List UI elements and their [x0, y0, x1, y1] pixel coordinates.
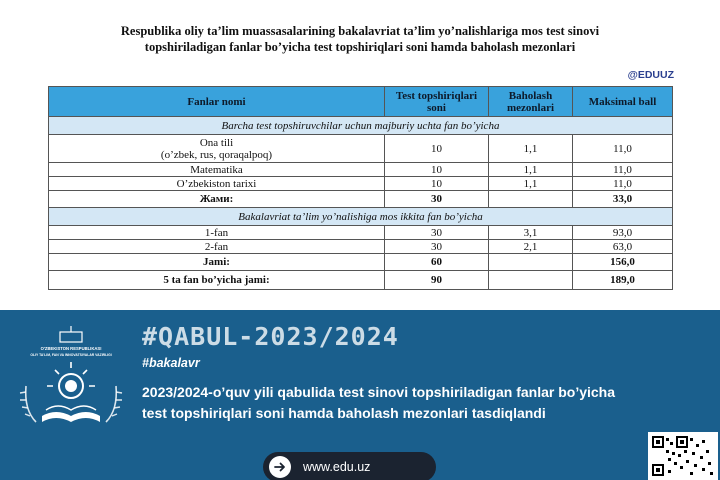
- test-count: 10: [385, 135, 489, 163]
- website-url: www.edu.uz: [303, 460, 371, 474]
- header-criteria: Baholash mezonlari: [489, 87, 573, 117]
- subtotal-max: 33,0: [573, 191, 673, 208]
- document-title: [60, 23, 660, 55]
- max-score: 11,0: [573, 135, 673, 163]
- subject-name: 2-fan: [49, 240, 385, 254]
- document-title-line2: topshiriladigan fanlar bo’yicha test topshiriqlari soni hamda baholash mezonlari: [144, 40, 576, 54]
- criteria-value: 2,1: [489, 240, 573, 254]
- subject-name: O’zbekiston tarixi: [49, 177, 385, 191]
- subtotal-label: Jami:: [49, 254, 385, 271]
- hashtag-main: #QABUL-2023/2024: [142, 322, 399, 351]
- ministry-logo-icon: [16, 324, 126, 434]
- subject-name-line2: (o’zbek, rus, qoraqalpoq): [160, 148, 273, 161]
- website-link[interactable]: [263, 452, 436, 480]
- subtotal-criteria: [489, 254, 573, 271]
- grand-total-label: 5 ta fan bo’yicha jami:: [49, 271, 385, 290]
- subtotal-label: Жами:: [49, 191, 385, 208]
- hashtag-sub: #bakalavr: [142, 356, 200, 370]
- table-header-row: [49, 87, 673, 117]
- subtotal-tests: 30: [385, 191, 489, 208]
- subtotal-row: [49, 254, 673, 271]
- table-row: [49, 163, 673, 177]
- promo-banner: [0, 310, 720, 480]
- test-count: 30: [385, 240, 489, 254]
- grand-total-row: [49, 271, 673, 290]
- table-row: [49, 226, 673, 240]
- test-count: 10: [385, 177, 489, 191]
- test-count: 10: [385, 163, 489, 177]
- brand-tag: @EDUUZ: [627, 69, 674, 81]
- grand-total-max: 189,0: [573, 271, 673, 290]
- qr-code-icon: [648, 432, 718, 480]
- header-subject: Fanlar nomi: [49, 87, 385, 117]
- svg-text:OLIY TA'LIM, FAN VA INNOVATSIY: OLIY TA'LIM, FAN VA INNOVATSIYALAR VAZIRLIGI: [30, 353, 112, 357]
- subtotal-tests: 60: [385, 254, 489, 271]
- subtotal-row: [49, 191, 673, 208]
- max-score: 63,0: [573, 240, 673, 254]
- announcement-text: 2023/2024-o’quv yili qabulida test sinovi topshiriladigan fanlar bo’yicha test topshiriqlari soni hamda baholash mezonlari tasdiqlandi: [142, 384, 616, 421]
- subject-name: [49, 135, 385, 163]
- grand-total-criteria: [489, 271, 573, 290]
- document-title-line1: Respublika oliy ta’lim muassasalarining bakalavriat ta’lim yo’nalishlariga mos test sinovi: [120, 24, 600, 38]
- header-test-count: Test topshiriqlari soni: [385, 87, 489, 117]
- subject-name-line1: Ona tili: [199, 136, 234, 149]
- criteria-value: 1,1: [489, 163, 573, 177]
- section-row: [49, 117, 673, 135]
- subject-name: Matematika: [49, 163, 385, 177]
- scores-table: [48, 86, 673, 290]
- table-row: [49, 240, 673, 254]
- criteria-value: 1,1: [489, 135, 573, 163]
- criteria-value: 3,1: [489, 226, 573, 240]
- table-row: [49, 177, 673, 191]
- header-max-score: Maksimal ball: [573, 87, 673, 117]
- subtotal-max: 156,0: [573, 254, 673, 271]
- section-row: [49, 208, 673, 226]
- section-title: Barcha test topshiruvchilar uchun majburiy uchta fan bo’yicha: [49, 117, 673, 135]
- arrow-right-icon: [269, 456, 291, 478]
- grand-total-tests: 90: [385, 271, 489, 290]
- table-row: [49, 135, 673, 163]
- test-count: 30: [385, 226, 489, 240]
- svg-text:O'ZBEKISTON RESPUBLIKASI: O'ZBEKISTON RESPUBLIKASI: [40, 346, 102, 351]
- max-score: 93,0: [573, 226, 673, 240]
- criteria-value: 1,1: [489, 177, 573, 191]
- max-score: 11,0: [573, 163, 673, 177]
- subtotal-criteria: [489, 191, 573, 208]
- max-score: 11,0: [573, 177, 673, 191]
- subject-name: 1-fan: [49, 226, 385, 240]
- section-title: Bakalavriat ta’lim yo’nalishiga mos ikkita fan bo’yicha: [49, 208, 673, 226]
